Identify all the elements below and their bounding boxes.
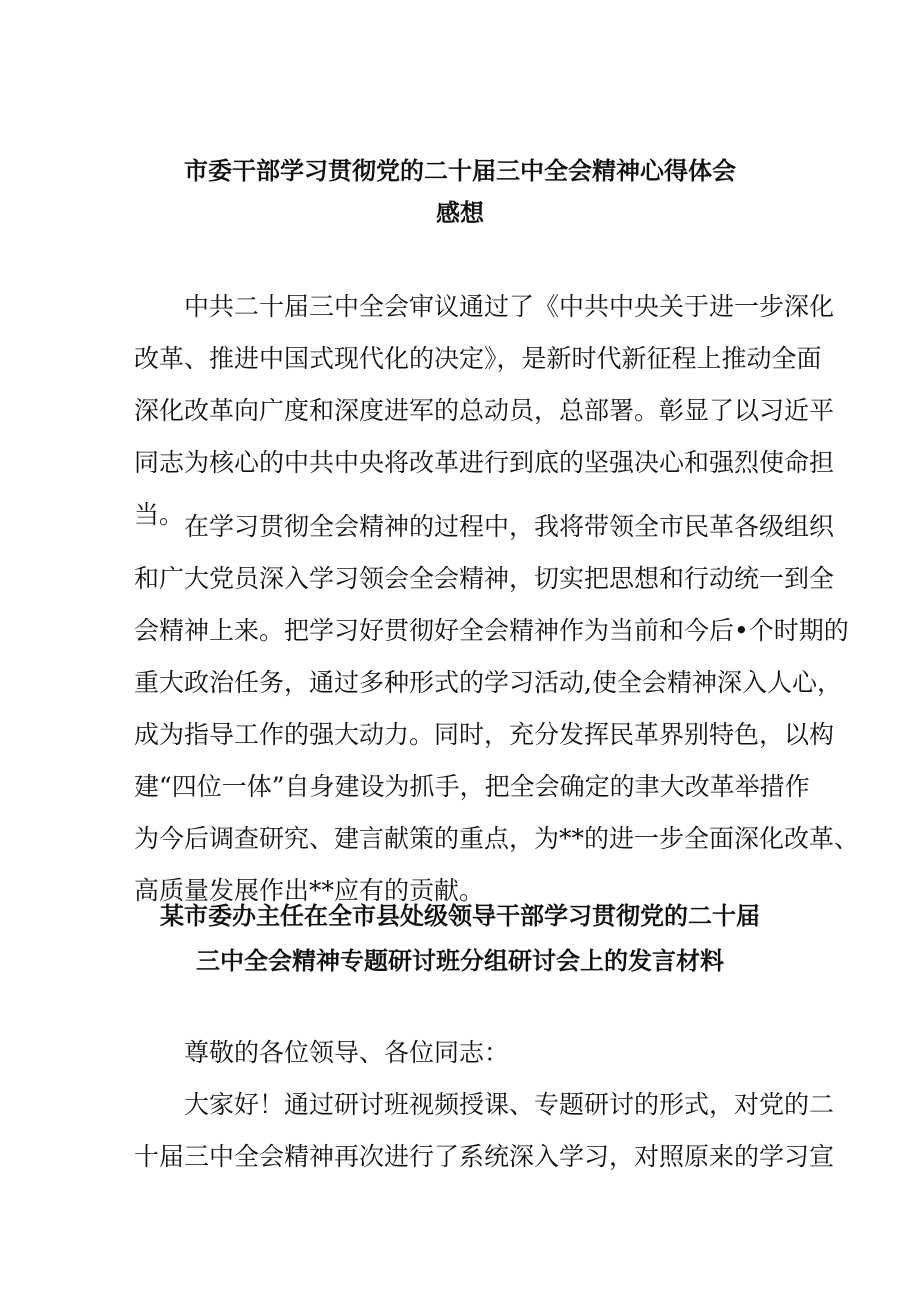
- section1-title-line1: 市委干部学习贯彻党的二十届三中全会精神心得体会: [184, 157, 736, 185]
- section2-title-line1: 某市委办主任在全市县处级领导干部学习贯彻党的二十届: [160, 902, 760, 930]
- paragraph-line: 同志为核心的中共中央将改革进行到底的坚强决心和强烈使命担: [134, 448, 835, 477]
- paragraph-line: 和广大党员深入学习领会全会精神，切实把思想和行动统一到全: [134, 564, 835, 593]
- paragraph-line: 当。: [134, 500, 185, 529]
- section2-title-line2: 三中全会精神专题研讨班分组研讨会上的发言材料: [196, 947, 724, 975]
- paragraph-line: 成为指导工作的强大动力。同时，充分发挥民革界别特色，以构: [134, 720, 835, 749]
- paragraph-line: 高质量发展作出**应有的贡献。: [134, 876, 485, 905]
- paragraph-line: 十届三中全会精神再次进行了系统深入学习，对照原来的学习宣: [134, 1142, 835, 1171]
- paragraph-line: 改革、推进中国式现代化的决定》，是新时代新征程上推动全面: [134, 344, 822, 373]
- section1-title-line2: 感想: [436, 199, 484, 227]
- paragraph-line: 在学习贯彻全会精神的过程中，我将带领全市民革各级组织: [184, 512, 835, 541]
- paragraph-line: 重大政治任务，通过多种形式的学习活动,使全会精神深入人心，: [134, 668, 842, 697]
- paragraph-line: 深化改革向广度和深度进军的总动员，总部署。彰显了以习近平: [134, 396, 835, 425]
- paragraph-line: 建“四位一体”自身建设为抓手，把全会确定的聿大改革举措作: [134, 772, 810, 801]
- paragraph-line: 大家好！通过研讨班视频授课、专题研讨的形式，对党的二: [184, 1090, 835, 1119]
- paragraph-line: 为今后调查研究、建言献策的重点，为**的进一步全面深化改革、: [134, 824, 860, 853]
- section2-body: [134, 1027, 835, 1183]
- salutation: 尊敬的各位领导、各位同志：: [184, 1038, 510, 1067]
- section1-paragraph2: [134, 501, 860, 917]
- paragraph-line: 会精神上来。把学习好贯彻好全会精神作为当前和今后•个时期的: [134, 616, 849, 645]
- paragraph-line: 中共二十届三中全会审议通过了《中共中央关于进一步深化: [184, 292, 835, 321]
